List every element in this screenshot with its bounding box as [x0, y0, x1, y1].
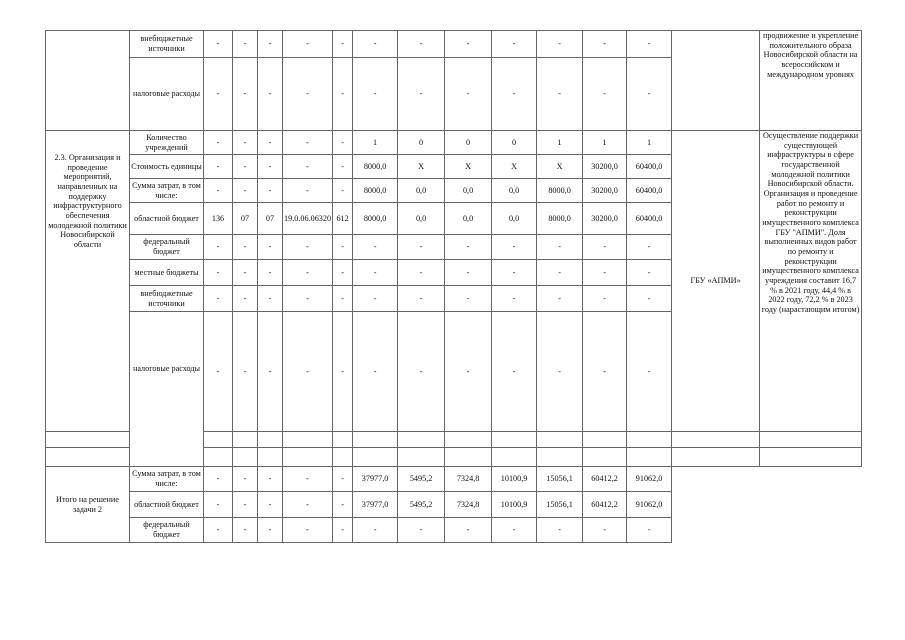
cell: 1	[627, 131, 672, 155]
cell: -	[537, 518, 583, 543]
cell: 0,0	[445, 179, 492, 203]
cell: -	[353, 31, 398, 58]
cell: -	[204, 492, 233, 518]
cell: -	[333, 235, 353, 260]
cell: -	[258, 235, 283, 260]
cell: -	[627, 286, 672, 312]
cell: 91062,0	[627, 467, 672, 492]
cell: -	[204, 131, 233, 155]
section-title: 2.3. Организация и проведение мероприятий, направленных на поддержку инфраструктурного обеспечения молодежной политики Новосибирской области	[46, 131, 130, 432]
cell: -	[627, 58, 672, 131]
cell: -	[283, 179, 333, 203]
cell: -	[353, 58, 398, 131]
cell: -	[492, 58, 537, 131]
cell: -	[537, 58, 583, 131]
cell: -	[233, 31, 258, 58]
cell: -	[353, 260, 398, 286]
cell: 60400,0	[627, 203, 672, 235]
cell: X	[537, 155, 583, 179]
cell: -	[333, 518, 353, 543]
cell: -	[258, 260, 283, 286]
table-row	[46, 467, 862, 492]
cell: -	[398, 235, 445, 260]
cell: -	[258, 155, 283, 179]
cell: 15056,1	[537, 492, 583, 518]
cell: -	[233, 260, 258, 286]
cell: 8000,0	[537, 203, 583, 235]
cell: 0	[492, 131, 537, 155]
cell: -	[445, 518, 492, 543]
row-label: местные бюджеты	[130, 260, 204, 286]
row-label: Сумма затрат, в том числе:	[130, 179, 204, 203]
cell: -	[258, 492, 283, 518]
cell: -	[283, 286, 333, 312]
cell: -	[204, 31, 233, 58]
cell: -	[537, 235, 583, 260]
row-label: внебюджетные источники	[130, 31, 204, 58]
cell: 612	[333, 203, 353, 235]
cell: -	[627, 260, 672, 286]
cell: 1	[353, 131, 398, 155]
cell: 10100,9	[492, 467, 537, 492]
cell: 0,0	[492, 179, 537, 203]
cell: -	[258, 179, 283, 203]
cell: -	[398, 31, 445, 58]
section-title-cell	[46, 31, 130, 131]
table-row	[46, 131, 862, 155]
cell: -	[333, 467, 353, 492]
row-label: налоговые расходы	[130, 58, 204, 131]
cell: -	[204, 467, 233, 492]
cell: -	[283, 58, 333, 131]
cell: -	[333, 492, 353, 518]
cell: 30200,0	[583, 203, 627, 235]
cell: -	[537, 31, 583, 58]
blank-cell	[672, 492, 862, 518]
cell: -	[283, 518, 333, 543]
cell: -	[333, 31, 353, 58]
cell: -	[445, 312, 492, 432]
cell: -	[398, 286, 445, 312]
cell: 136	[204, 203, 233, 235]
cell: -	[398, 260, 445, 286]
cell: 7324,8	[445, 467, 492, 492]
cell: -	[283, 31, 333, 58]
table-row	[46, 31, 862, 58]
cell: 8000,0	[537, 179, 583, 203]
cell: -	[333, 58, 353, 131]
goal-cell-top: продвижение и укрепление положительного образа Новосибирской области на всероссийском и международном уровнях	[760, 31, 862, 131]
cell: 91062,0	[627, 492, 672, 518]
cell: -	[204, 155, 233, 179]
cell: -	[353, 235, 398, 260]
row-label: налоговые расходы	[130, 312, 204, 467]
blank-cell	[672, 518, 862, 543]
cell: 30200,0	[583, 155, 627, 179]
cell: 60400,0	[627, 155, 672, 179]
table-row	[46, 492, 862, 518]
cell: -	[537, 286, 583, 312]
row-label: Сумма затрат, в том числе:	[130, 467, 204, 492]
responsible: ГБУ «АПМИ»	[672, 131, 760, 432]
cell: -	[233, 492, 258, 518]
cell: 60412,2	[583, 492, 627, 518]
table-row	[46, 518, 862, 543]
cell: 0,0	[398, 179, 445, 203]
cell: X	[445, 155, 492, 179]
cell: -	[353, 518, 398, 543]
cell: -	[233, 131, 258, 155]
cell: 0	[398, 131, 445, 155]
cell: -	[492, 286, 537, 312]
cell: -	[333, 286, 353, 312]
cell: -	[445, 31, 492, 58]
cell: -	[583, 58, 627, 131]
cell: -	[333, 312, 353, 432]
cell: 1	[583, 131, 627, 155]
cell: -	[333, 131, 353, 155]
cell: -	[283, 260, 333, 286]
row-label: областной бюджет	[130, 492, 204, 518]
cell: -	[204, 286, 233, 312]
cell: 19.0.06.06320	[283, 203, 333, 235]
cell: -	[627, 518, 672, 543]
cell: -	[233, 179, 258, 203]
cell: 0,0	[445, 203, 492, 235]
cell: -	[258, 312, 283, 432]
cell: -	[445, 286, 492, 312]
row-label: Количество учреждений	[130, 131, 204, 155]
cell: 8000,0	[353, 155, 398, 179]
cell: -	[204, 179, 233, 203]
cell: -	[537, 312, 583, 432]
cell: 60412,2	[583, 467, 627, 492]
cell: -	[283, 492, 333, 518]
cell: 37977,0	[353, 492, 398, 518]
goal-text: Осуществление поддержки существующей инфраструктуры в сфере государственной молодежной политики Новосибирской области. Организация и проведение работ по ремонту и реконструкции имущественного комплекса ГБУ "АПМИ". Доля выполненных видов работ по ремонту и реконструкции имущественного комплекса учреждения составит 16,7 % в 2021 году, 44,4 % в 2022 году, 72,2 % в 2023 году (нарастающим итогом)	[760, 131, 862, 432]
cell: 0	[445, 131, 492, 155]
cell: -	[233, 235, 258, 260]
blank-cell	[672, 467, 862, 492]
cell: -	[583, 518, 627, 543]
cell: -	[627, 312, 672, 432]
responsible-cell	[672, 31, 760, 131]
cell: -	[492, 31, 537, 58]
cell: X	[492, 155, 537, 179]
cell: -	[353, 286, 398, 312]
cell: -	[233, 155, 258, 179]
cell: -	[492, 518, 537, 543]
total-title: Итого на решение задачи 2	[46, 467, 130, 543]
cell: -	[398, 312, 445, 432]
cell: 30200,0	[583, 179, 627, 203]
cell: 15056,1	[537, 467, 583, 492]
cell: -	[233, 312, 258, 432]
cell: -	[283, 155, 333, 179]
cell: -	[258, 131, 283, 155]
cell: -	[353, 312, 398, 432]
cell: -	[333, 155, 353, 179]
cell: 0,0	[492, 203, 537, 235]
cell: 10100,9	[492, 492, 537, 518]
cell: -	[398, 518, 445, 543]
cell: 60400,0	[627, 179, 672, 203]
cell: -	[258, 31, 283, 58]
row-label: федеральный бюджет	[130, 518, 204, 543]
cell: -	[583, 286, 627, 312]
cell: -	[204, 235, 233, 260]
row-label: внебюджетные источники	[130, 286, 204, 312]
cell: 5495,2	[398, 492, 445, 518]
cell: 5495,2	[398, 467, 445, 492]
cell: -	[333, 260, 353, 286]
cell: -	[537, 260, 583, 286]
cell: 7324,8	[445, 492, 492, 518]
cell: -	[445, 235, 492, 260]
cell: -	[204, 518, 233, 543]
budget-table	[45, 30, 862, 543]
cell: -	[233, 58, 258, 131]
cell: -	[283, 131, 333, 155]
cell: 37977,0	[353, 467, 398, 492]
row-label: федеральный бюджет	[130, 235, 204, 260]
cell: -	[204, 58, 233, 131]
cell: -	[627, 31, 672, 58]
cell: -	[445, 260, 492, 286]
cell: -	[583, 31, 627, 58]
cell: -	[333, 179, 353, 203]
cell: -	[627, 235, 672, 260]
cell: -	[283, 235, 333, 260]
cell: 8000,0	[353, 179, 398, 203]
cell: -	[492, 235, 537, 260]
cell: -	[258, 518, 283, 543]
cell: -	[233, 518, 258, 543]
cell: -	[233, 467, 258, 492]
cell: 0,0	[398, 203, 445, 235]
cell: -	[258, 286, 283, 312]
cell: -	[445, 58, 492, 131]
cell: 8000,0	[353, 203, 398, 235]
cell: -	[492, 260, 537, 286]
row-label: Стоимость единицы	[130, 155, 204, 179]
cell: -	[233, 286, 258, 312]
cell: -	[258, 467, 283, 492]
cell: 07	[258, 203, 283, 235]
cell: -	[204, 312, 233, 432]
cell: -	[492, 312, 537, 432]
cell: -	[583, 235, 627, 260]
cell: -	[583, 260, 627, 286]
row-label: областной бюджет	[130, 203, 204, 235]
cell: -	[398, 58, 445, 131]
cell: 1	[537, 131, 583, 155]
cell: X	[398, 155, 445, 179]
cell: -	[258, 58, 283, 131]
cell: -	[204, 260, 233, 286]
cell: -	[283, 467, 333, 492]
cell: 07	[233, 203, 258, 235]
cell: -	[283, 312, 333, 432]
cell: -	[583, 312, 627, 432]
